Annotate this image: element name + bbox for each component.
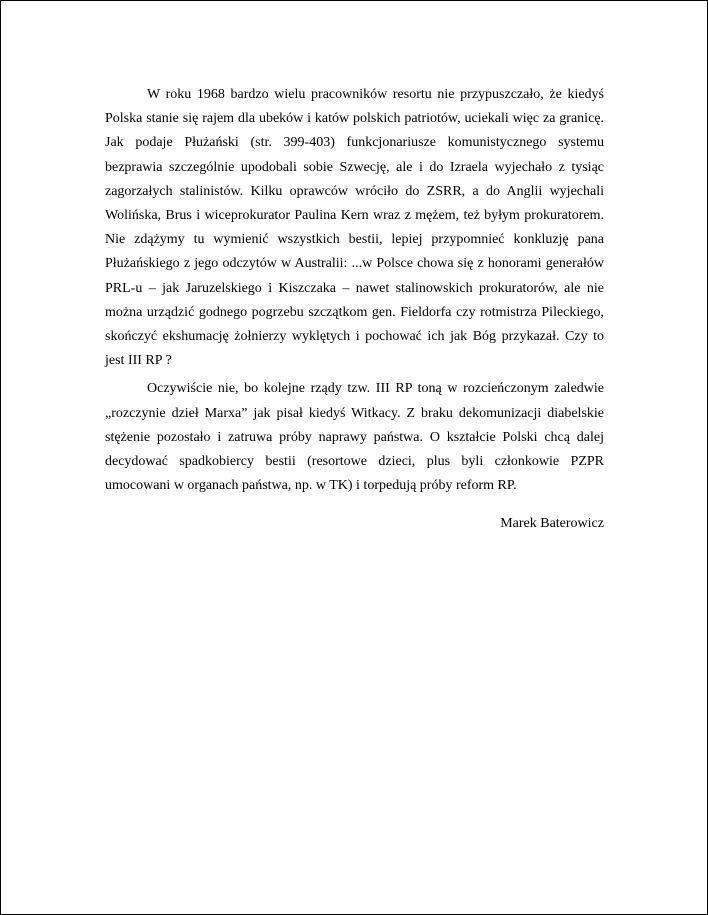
paragraph-2: Oczywiście nie, bo kolejne rządy tzw. III RP toną w rozcieńczonym zaledwie „rozczynie dzieł Marxa” jak pisał kiedyś Witkacy. Z braku dekomunizacji diabelskie stężenie pozostało i zatruwa próby naprawy państwa. O kształcie Polski chcą dalej decydować spadkobiercy bestii (resortowe dzieci, plus byli członkowie PZPR umocowani w organach państwa, np. w TK) i torpedują próby reform RP.	[105, 381, 604, 494]
paragraph-1: W roku 1968 bardzo wielu pracowników resortu nie przypuszczało, że kiedyś Polska stanie się rajem dla ubeków i katów polskich patriotów, uciekali więc za granicę. Jak podaje Płużański (str. 399-403) funkcjonariusze komunistycznego systemu bezprawia szczególnie upodobali sobie Szwecję, ale i do Izraela wyjechało z tysiąc zagorzałych stalinistów. Kilku oprawców wróciło do ZSRR, a do Anglii wyjechali Wolińska, Brus i wiceprokurator Paulina Kern wraz z mężem, też byłym prokuratorem. Nie zdążymy tu wymienić wszystkich bestii, lepiej przypomnieć konkluzję pana Płużańskiego z jego odczytów w Australii: ...w Polsce chowa się z honorami generałów PRL-u – jak Jaruzelskiego i Kiszczaka – nawet stalinowskich prokuratorów, ale nie można urządzić godnego pogrzebu szczątkom gen. Fieldorfa czy rotmistrza Pileckiego, skończyć ekshumację żołnierzy wyklętych i pochować ich jak Bóg przykazał. Czy to jest III RP ?	[105, 87, 604, 369]
document-body	[105, 83, 604, 537]
author-signature: Marek Baterowicz	[500, 516, 604, 532]
